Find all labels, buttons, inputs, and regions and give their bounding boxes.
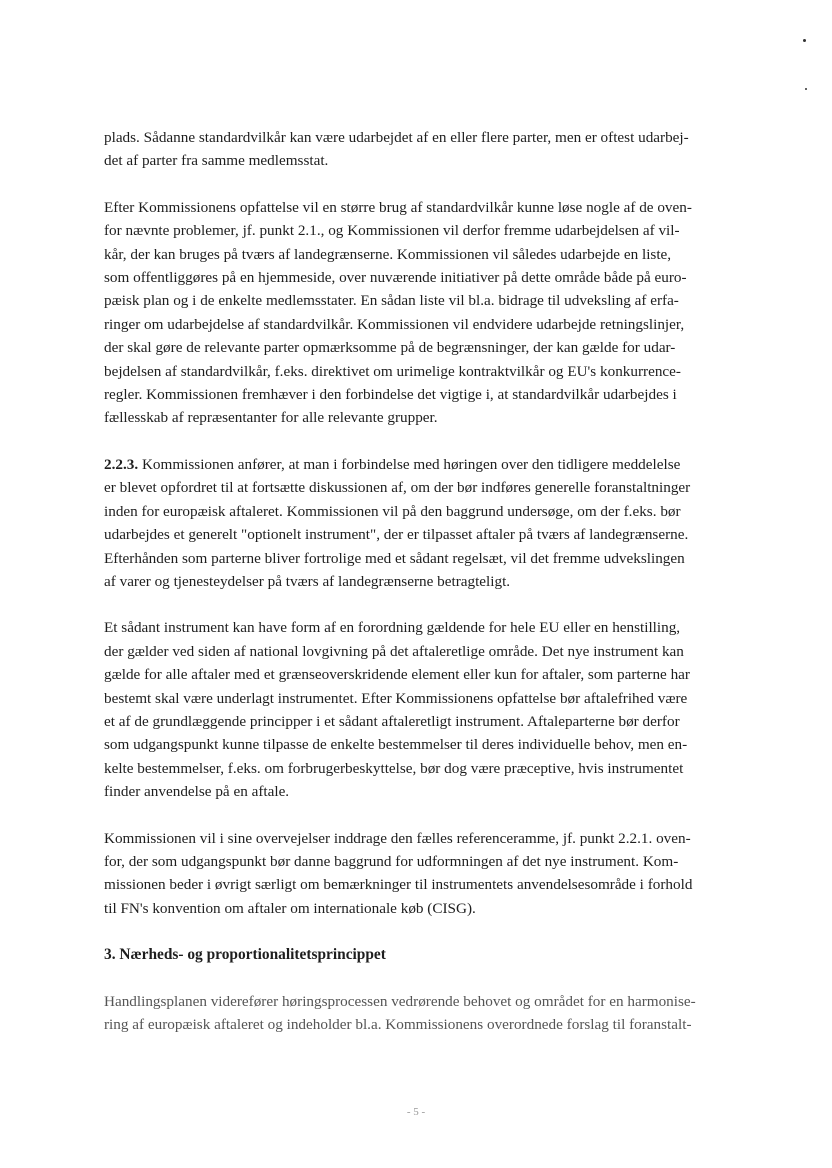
text-line: til FN's konvention om aftaler om internationale køb (CISG). [104, 899, 476, 917]
scan-speck [803, 39, 806, 42]
text-line: der gælder ved siden af national lovgivning på det aftaleretlige område. Det nye instrument kan [104, 642, 684, 660]
text-line: af varer og tjenesteydelser på tværs af landegrænserne betragteligt. [104, 572, 511, 590]
text-line: der skal gøre de relevante parter opmærksomme på de begrænsninger, der kan gælde for udar- [104, 339, 676, 357]
line-text: Kommissionen anfører, at man i forbindelse med høringen over den tidligere meddelelse [138, 455, 681, 473]
paragraph [104, 827, 752, 921]
text-line: som offentliggøres på en hjemmeside, over nuværende initiativer på dette område både på euro- [104, 269, 687, 287]
paragraph [104, 616, 752, 803]
paragraph [104, 453, 752, 593]
text-line: for, der som udgangspunkt bør danne baggrund for udformningen af det nye instrument. Kom- [104, 852, 679, 870]
text-line: regler. Kommissionen fremhæver i den forbindelse det vigtige i, at standardvilkår udarbejdes i [104, 386, 677, 404]
text-line: plads. Sådanne standardvilkår kan være udarbejdet af en eller flere parter, men er oftest udarbej- [104, 129, 689, 146]
text-line: Et sådant instrument kan have form af en forordning gældende for hele EU eller en henstilling, [104, 619, 681, 637]
document-body [104, 126, 752, 1059]
text-line: det af parter fra samme medlemsstat. [104, 152, 329, 170]
text-line: gælde for alle aftaler med et grænseoverskridende element eller kun for aftaler, som parterne har [104, 666, 690, 684]
paragraph [104, 196, 752, 430]
final-paragraph [104, 990, 752, 1037]
text-line: ringer om udarbejdelse af standardvilkår. Kommissionen vil endvidere udarbejde retningslinjer, [104, 315, 685, 333]
text-line: finder anvendelse på en aftale. [104, 783, 290, 801]
paragraph [104, 126, 752, 173]
text-line: for nævnte problemer, jf. punkt 2.1., og Kommissionen vil derfor fremme udarbejdelsen af vil- [104, 222, 680, 240]
paragraph-list [104, 126, 752, 920]
text-line: et af de grundlæggende principper i et sådant aftaleretligt instrument. Aftaleparterne bør derfor [104, 712, 680, 730]
section-number: 2.2.3. [104, 455, 139, 473]
text-line: kelte bestemmelser, f.eks. om forbrugerbeskyttelse, bør dog være præceptive, hvis instrumentet [104, 759, 684, 777]
section-heading: 3. Nærheds- og proportionalitetsprincippet [104, 946, 386, 964]
text-line: udarbejdes et generelt "optionelt instrument", der er tilpasset aftaler på tværs af landegrænserne. [104, 526, 689, 544]
text-line: Kommissionen vil i sine overvejelser inddrage den fælles referenceramme, jf. punkt 2.2.1. oven- [104, 829, 691, 847]
text-line: bejdelsen af standardvilkår, f.eks. direktivet om urimelige kontraktvilkår og EU's konkurrence- [104, 362, 681, 380]
text-line [104, 453, 752, 476]
text-line: fællesskab af repræsentanter for alle relevante grupper. [104, 409, 438, 427]
text-line: kår, der kan bruges på tværs af landegrænserne. Kommissionen vil således udarbejde en liste, [104, 245, 672, 263]
scan-speck [805, 88, 807, 90]
text-line: Handlingsplanen viderefører høringsprocessen vedrørende behovet og området for en harmonise- [104, 992, 696, 1010]
text-line: Efter Kommissionens opfattelse vil en større brug af standardvilkår kunne løse nogle af de oven- [104, 198, 692, 216]
text-line: er blevet opfordret til at fortsætte diskussionen af, om der bør indføres generelle foranstaltninger [104, 479, 691, 497]
text-line: bestemt skal være underlagt instrumentet. Efter Kommissionens opfattelse bør aftalefrihed være [104, 689, 688, 707]
text-line: pæisk plan og i de enkelte medlemsstater. En sådan liste vil bl.a. bidrage til udveksling af erfa- [104, 292, 679, 310]
text-line: missionen beder i øvrigt særligt om bemærkninger til instrumentets anvendelsesområde i forhold [104, 876, 693, 894]
text-line: inden for europæisk aftaleret. Kommissionen vil på den baggrund undersøge, om der f.eks. bør [104, 502, 681, 520]
page-number: - 5 - [406, 1106, 426, 1118]
text-line: ring af europæisk aftaleret og indeholder bl.a. Kommissionens overordnede forslag til foranstalt- [104, 1016, 692, 1033]
text-line: som udgangspunkt kunne tilpasse de enkelte bestemmelser til deres individuelle behov, men en- [104, 736, 688, 754]
text-line: Efterhånden som parterne bliver fortrolige med et sådant regelsæt, vil det fremme udvekslingen [104, 549, 685, 567]
